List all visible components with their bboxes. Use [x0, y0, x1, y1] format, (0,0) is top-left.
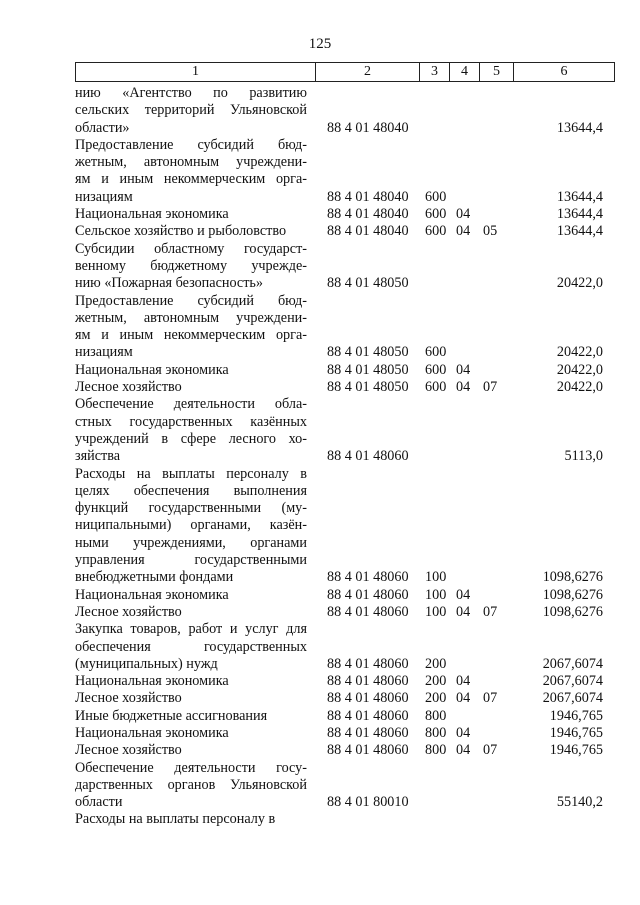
- row-code: 88 4 01 48060: [327, 655, 409, 672]
- table-row: [75, 673, 615, 690]
- row-expense-type: 800: [425, 724, 447, 741]
- row-name-line: Национальная экономика: [75, 586, 229, 603]
- row-amount: 55140,2: [556, 794, 603, 811]
- row-amount: 1098,6276: [542, 603, 603, 620]
- table-row: [75, 223, 615, 240]
- row-code: 88 4 01 48050: [327, 361, 409, 378]
- row-name-line: Лесное хозяйство: [75, 742, 182, 759]
- row-name-line: венному бюджетному учрежде-: [75, 257, 307, 274]
- row-subsection: 05: [483, 223, 498, 240]
- row-section: 04: [456, 742, 471, 759]
- header-col-5: 5: [479, 63, 513, 81]
- row-expense-type: 200: [425, 673, 447, 690]
- row-name: [75, 241, 307, 293]
- row-name-line: жетным, автономным учреждени-: [75, 154, 307, 171]
- row-name-line: нию «Агентство по развитию: [75, 85, 307, 101]
- row-amount: 1946,765: [549, 724, 603, 741]
- row-amount: 20422,0: [556, 361, 603, 378]
- row-name-line: Иные бюджетные ассигнования: [75, 707, 268, 724]
- row-expense-type: 600: [425, 223, 447, 240]
- row-name: [75, 604, 307, 621]
- row-name: [75, 223, 307, 240]
- row-section: 04: [456, 724, 471, 741]
- row-name: [75, 85, 307, 137]
- table-row: [75, 621, 615, 673]
- row-amount: 5113,0: [564, 448, 603, 465]
- row-name-line: области: [75, 794, 123, 811]
- row-code: 88 4 01 48060: [327, 448, 409, 465]
- row-amount: 13644,4: [556, 119, 603, 136]
- row-name-line: функций государственными (му-: [75, 500, 307, 517]
- table-row: [75, 587, 615, 604]
- row-expense-type: 200: [425, 655, 447, 672]
- row-name-line: Закупка товаров, работ и услуг для: [75, 621, 307, 638]
- table-row: [75, 466, 615, 587]
- row-amount: 20422,0: [556, 379, 603, 396]
- row-name-line: Расходы на выплаты персоналу в: [75, 465, 307, 482]
- row-expense-type: 600: [425, 379, 447, 396]
- row-section: 04: [456, 206, 471, 223]
- row-name-line: внебюджетными фондами: [75, 569, 234, 586]
- table-row: [75, 85, 615, 137]
- row-expense-type: 100: [425, 586, 447, 603]
- row-amount: 13644,4: [556, 206, 603, 223]
- row-name: [75, 379, 307, 396]
- page-number: 125: [308, 36, 332, 52]
- row-code: 88 4 01 48050: [327, 275, 409, 292]
- row-name-line: Национальная экономика: [75, 724, 229, 741]
- table-row: [75, 396, 615, 465]
- row-name: [75, 362, 307, 379]
- row-code: 88 4 01 48060: [327, 724, 409, 741]
- row-code: 88 4 01 48040: [327, 119, 409, 136]
- row-amount: 13644,4: [556, 188, 603, 205]
- row-code: 88 4 01 48060: [327, 707, 409, 724]
- row-name-line: дарственных органов Ульяновской: [75, 776, 307, 793]
- row-amount: 1946,765: [549, 742, 603, 759]
- table-row: [75, 604, 615, 621]
- row-expense-type: 200: [425, 690, 447, 707]
- row-name-line: ям и иным некоммерческим орга-: [75, 171, 307, 188]
- row-name-line: нию «Пожарная безопасность»: [75, 275, 263, 292]
- row-name-line: Сельское хозяйство и рыболовство: [75, 223, 287, 240]
- row-subsection: 07: [483, 379, 498, 396]
- row-name-line: ям и иным некоммерческим орга-: [75, 327, 307, 344]
- row-amount: 20422,0: [556, 344, 603, 361]
- row-name: [75, 587, 307, 604]
- row-amount: 1098,6276: [542, 569, 603, 586]
- row-section: 04: [456, 586, 471, 603]
- table-row: [75, 137, 615, 206]
- header-col-2: 2: [315, 63, 419, 81]
- row-name-line: сельских территорий Ульяновской: [75, 102, 307, 119]
- row-name: [75, 708, 307, 725]
- table-row: [75, 708, 615, 725]
- table-row: [75, 362, 615, 379]
- header-col-3: 3: [419, 63, 449, 81]
- row-name: [75, 396, 307, 465]
- row-section: 04: [456, 361, 471, 378]
- row-name-line: Национальная экономика: [75, 206, 229, 223]
- row-amount: 2067,6074: [542, 673, 603, 690]
- row-expense-type: 100: [425, 569, 447, 586]
- row-code: 88 4 01 48050: [327, 344, 409, 361]
- row-amount: 2067,6074: [542, 690, 603, 707]
- row-name-line: зяйства: [75, 448, 121, 465]
- row-name-line: целях обеспечения выполнения: [75, 482, 307, 499]
- row-expense-type: 800: [425, 742, 447, 759]
- row-name-line: Обеспечение деятельности госу-: [75, 759, 307, 776]
- row-amount: 1946,765: [549, 707, 603, 724]
- row-expense-type: 600: [425, 361, 447, 378]
- row-name-line: Расходы на выплаты персоналу в: [75, 811, 276, 828]
- table-row: [75, 241, 615, 293]
- row-name-line: Национальная экономика: [75, 361, 229, 378]
- row-expense-type: 100: [425, 603, 447, 620]
- table-row: [75, 206, 615, 223]
- row-name-line: области»: [75, 119, 130, 136]
- row-name-line: Национальная экономика: [75, 673, 229, 690]
- row-subsection: 07: [483, 742, 498, 759]
- row-code: 88 4 01 48050: [327, 379, 409, 396]
- row-amount: 2067,6074: [542, 655, 603, 672]
- row-code: 88 4 01 48040: [327, 206, 409, 223]
- row-section: 04: [456, 379, 471, 396]
- row-section: 04: [456, 690, 471, 707]
- row-name-line: Лесное хозяйство: [75, 379, 182, 396]
- row-expense-type: 600: [425, 344, 447, 361]
- row-name-line: учреждений в сфере лесного хо-: [75, 430, 307, 447]
- row-name-line: жетным, автономным учреждени-: [75, 309, 307, 326]
- row-amount: 1098,6276: [542, 586, 603, 603]
- table-row: [75, 742, 615, 759]
- row-code: 88 4 01 48060: [327, 690, 409, 707]
- row-section: 04: [456, 223, 471, 240]
- table-body: [75, 85, 615, 829]
- row-name: [75, 466, 307, 587]
- row-name-line: низациям: [75, 188, 133, 205]
- row-name-line: низациям: [75, 344, 133, 361]
- table-row: [75, 379, 615, 396]
- row-name-line: Обеспечение деятельности обла-: [75, 396, 307, 413]
- row-code: 88 4 01 48060: [327, 742, 409, 759]
- row-name-line: Субсидии областному государст-: [75, 240, 307, 257]
- row-name: [75, 621, 307, 673]
- row-name: [75, 293, 307, 362]
- table-row: [75, 690, 615, 707]
- row-code: 88 4 01 48040: [327, 223, 409, 240]
- row-name-line: Предоставление субсидий бюд-: [75, 136, 307, 153]
- row-subsection: 07: [483, 603, 498, 620]
- row-amount: 20422,0: [556, 275, 603, 292]
- row-expense-type: 600: [425, 206, 447, 223]
- row-code: 88 4 01 80010: [327, 794, 409, 811]
- row-name-line: ными учреждениями, органами: [75, 534, 307, 551]
- row-name: [75, 690, 307, 707]
- table-row: [75, 811, 615, 828]
- row-name-line: Предоставление субсидий бюд-: [75, 292, 307, 309]
- row-name-line: Лесное хозяйство: [75, 690, 182, 707]
- table-header: [75, 62, 615, 82]
- row-name-line: ниципальными) органами, казён-: [75, 517, 307, 534]
- table-row: [75, 725, 615, 742]
- row-name: [75, 673, 307, 690]
- row-name: [75, 760, 307, 812]
- row-code: 88 4 01 48040: [327, 188, 409, 205]
- row-code: 88 4 01 48060: [327, 673, 409, 690]
- header-col-4: 4: [449, 63, 479, 81]
- row-code: 88 4 01 48060: [327, 569, 409, 586]
- row-section: 04: [456, 603, 471, 620]
- row-amount: 13644,4: [556, 223, 603, 240]
- row-code: 88 4 01 48060: [327, 586, 409, 603]
- row-name-line: (муниципальных) нужд: [75, 655, 218, 672]
- row-name: [75, 742, 307, 759]
- row-name-line: стных государственных казённых: [75, 413, 307, 430]
- row-subsection: 07: [483, 690, 498, 707]
- row-name: [75, 725, 307, 742]
- row-name-line: обеспечения государственных: [75, 638, 307, 655]
- row-code: 88 4 01 48060: [327, 603, 409, 620]
- row-expense-type: 600: [425, 188, 447, 205]
- row-name: [75, 811, 307, 828]
- row-name: [75, 137, 307, 206]
- row-name: [75, 206, 307, 223]
- table-row: [75, 760, 615, 812]
- table-row: [75, 293, 615, 362]
- header-col-6: 6: [513, 63, 615, 81]
- row-name-line: Лесное хозяйство: [75, 603, 182, 620]
- row-section: 04: [456, 673, 471, 690]
- header-col-1: 1: [75, 63, 315, 81]
- row-expense-type: 800: [425, 707, 447, 724]
- row-name-line: управления государственными: [75, 552, 307, 569]
